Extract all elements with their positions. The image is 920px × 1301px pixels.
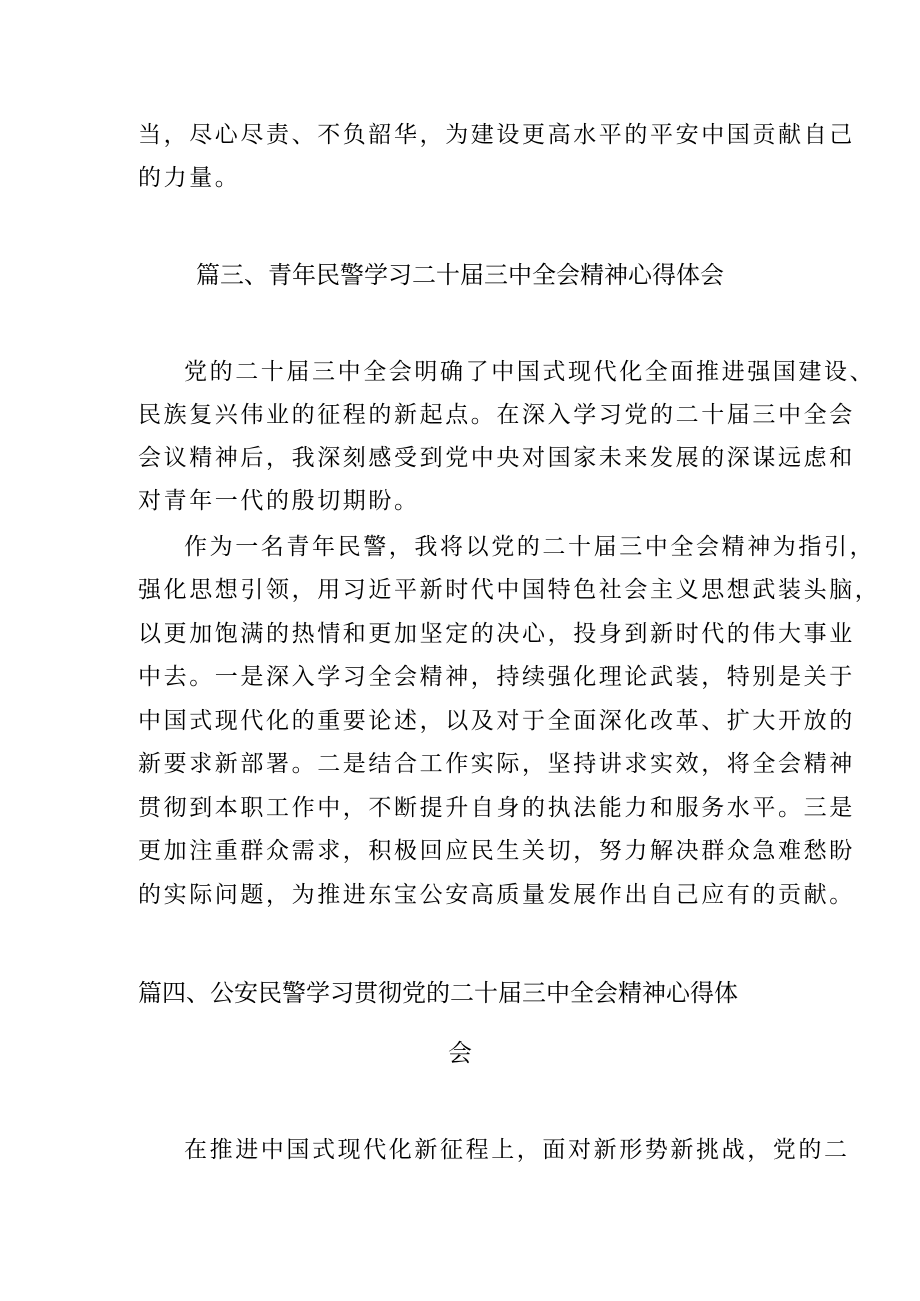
- body-text-line: 民族复兴伟业的征程的新起点。在深入学习党的二十届三中全会: [138, 402, 855, 428]
- body-text-line: 中国式现代化的重要论述，以及对于全面深化改革、扩大开放的: [138, 708, 855, 734]
- body-text-line: 作为一名青年民警，我将以党的二十届三中全会精神为指引，: [184, 534, 876, 560]
- body-text-line: 新要求新部署。二是结合工作实际，坚持讲求实效，将全会精神: [138, 751, 855, 777]
- body-text-line: 当，尽心尽责、不负韶华，为建设更高水平的平安中国贡献自己: [138, 122, 855, 148]
- body-text-line: 强化思想引领，用习近平新时代中国特色社会主义思想武装头脑，: [138, 577, 881, 603]
- body-text-line: 在推进中国式现代化新征程上，面对新形势新挑战，党的二: [184, 1137, 850, 1163]
- body-text-line: 会议精神后，我深刻感受到党中央对国家未来发展的深谋远虑和: [138, 445, 855, 471]
- section-heading: 篇四、公安民警学习贯彻党的二十届三中全会精神心得体: [138, 979, 738, 1007]
- body-text-line: 党的二十届三中全会明确了中国式现代化全面推进强国建设、: [184, 359, 876, 385]
- body-text-line: 更加注重群众需求，积极回应民生关切，努力解决群众急难愁盼: [138, 838, 855, 864]
- body-text-line: 以更加饱满的热情和更加坚定的决心，投身到新时代的伟大事业: [138, 621, 855, 647]
- body-text-line: 的力量。: [138, 165, 241, 191]
- section-heading-continuation: 会: [448, 1039, 472, 1067]
- body-text-line: 中去。一是深入学习全会精神，持续强化理论武装，特别是关于: [138, 664, 855, 690]
- body-text-line: 的实际问题，为推进东宝公安高质量发展作出自己应有的贡献。: [138, 882, 855, 908]
- section-heading: 篇三、青年民警学习二十届三中全会精神心得体会: [196, 261, 724, 289]
- body-text-line: 贯彻到本职工作中，不断提升自身的执法能力和服务水平。三是: [138, 795, 855, 821]
- body-text-line: 对青年一代的殷切期盼。: [138, 488, 420, 514]
